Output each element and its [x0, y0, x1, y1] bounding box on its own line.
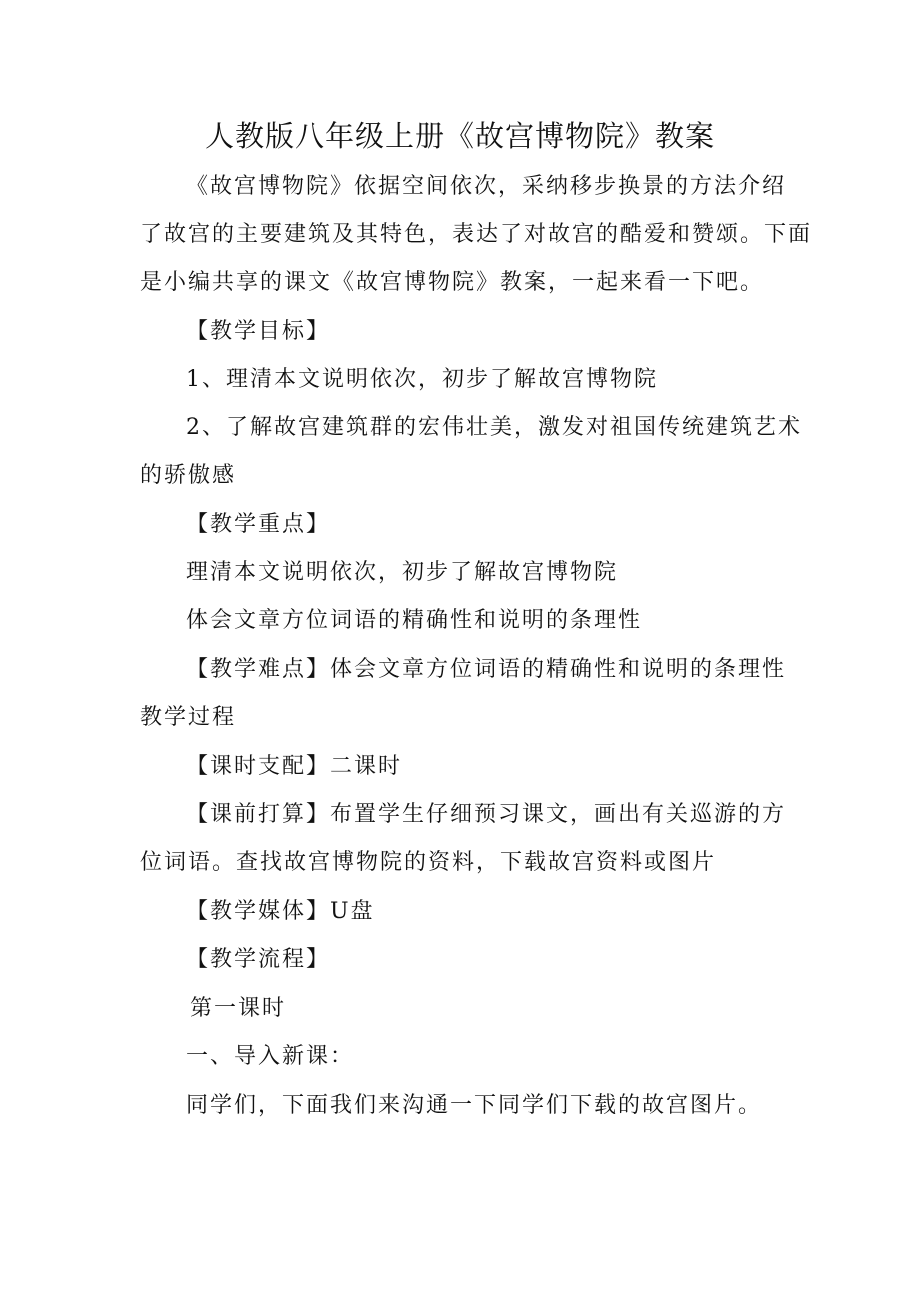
goal-item-1: 1、理清本文说明依次，初步了解故宫博物院	[186, 367, 658, 392]
difficult-points: 【教学难点】体会文章方位词语的精确性和说明的条理性	[186, 657, 787, 682]
intro-line-1: 《故宫博物院》依据空间依次，采纳移步换景的方法介绍	[186, 174, 787, 199]
key-point-1: 理清本文说明依次，初步了解故宫博物院	[186, 560, 619, 585]
section-heading-goals: 【教学目标】	[186, 319, 331, 344]
intro-line-3: 是小编共享的课文《故宫博物院》教案，一起来看一下吧。	[140, 270, 765, 295]
preparation-line-1: 【课前打算】布置学生仔细预习课文，画出有关巡游的方	[186, 802, 787, 827]
goal-item-2: 2、了解故宫建筑群的宏伟壮美，激发对祖国传统建筑艺术	[186, 415, 802, 440]
step-one-heading: 一、导入新课：	[186, 1044, 355, 1069]
first-lesson-heading: 第一课时	[190, 996, 287, 1021]
goal-item-2-continued: 的骄傲感	[140, 463, 237, 488]
section-heading-key-points: 【教学重点】	[186, 512, 331, 537]
section-heading-flow: 【教学流程】	[186, 947, 331, 972]
lesson-hours: 【课时支配】二课时	[186, 754, 403, 779]
teaching-process-heading: 教学过程	[140, 705, 237, 730]
document-title: 人教版八年级上册《故宫博物院》教案	[204, 119, 715, 153]
key-point-2: 体会文章方位词语的精确性和说明的条理性	[186, 608, 643, 633]
preparation-line-2: 位词语。查找故宫博物院的资料，下载故宫资料或图片	[140, 850, 717, 875]
teaching-media: 【教学媒体】U盘	[186, 899, 375, 924]
step-one-text: 同学们，下面我们来沟通一下同学们下载的故宫图片。	[186, 1093, 763, 1118]
intro-line-2: 了故宫的主要建筑及其特色，表达了对故宫的酷爱和赞颂。下面	[140, 222, 813, 247]
